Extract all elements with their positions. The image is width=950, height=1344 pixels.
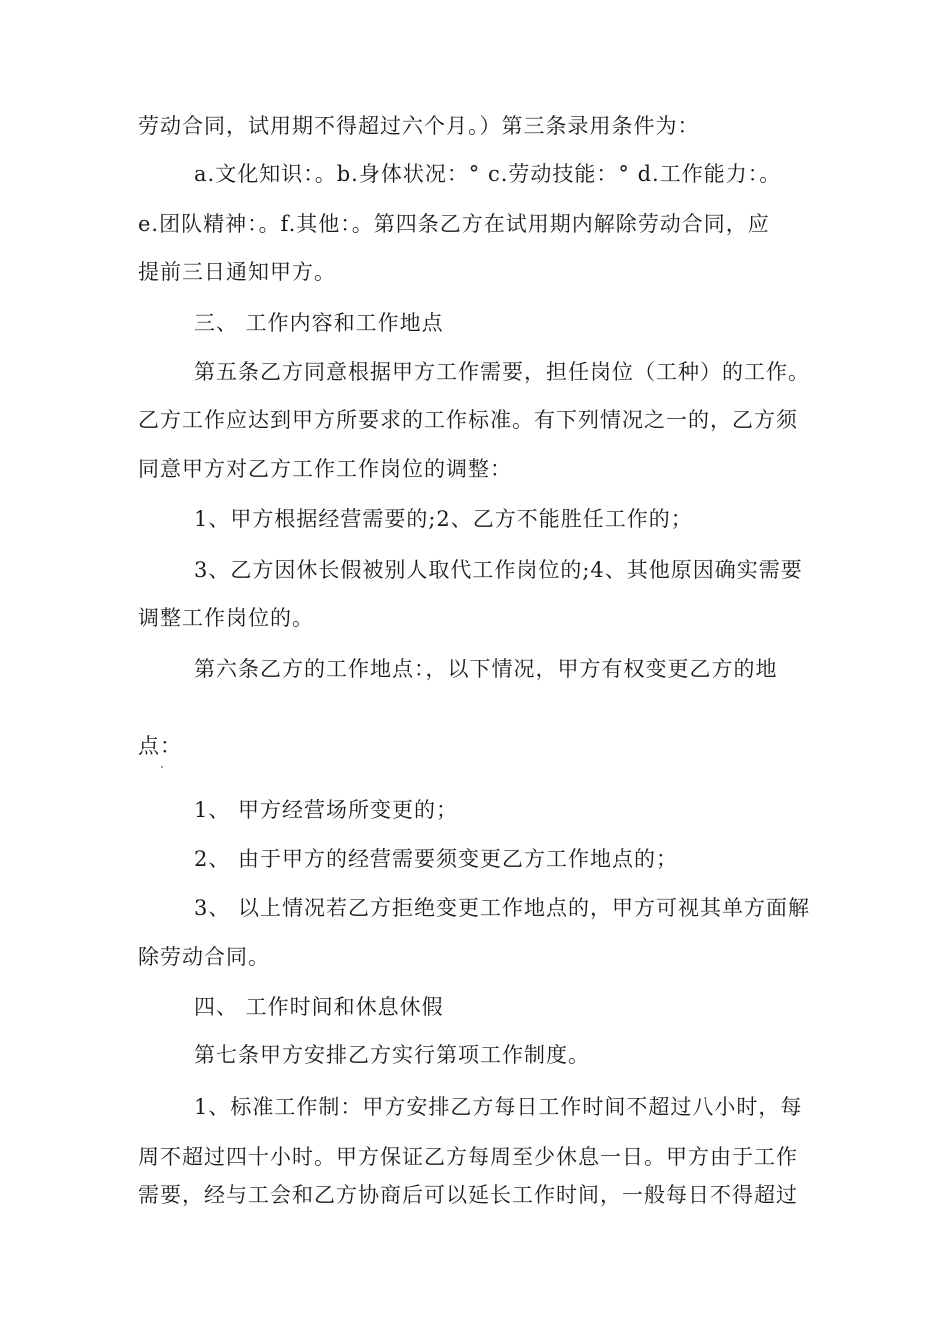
text-line: 调整工作岗位的。 [138, 606, 314, 630]
text-line: 第五条乙方同意根据甲方工作需要，担任岗位（工种）的工作。 [194, 360, 810, 384]
text-line: 点： [138, 734, 182, 758]
text-line: 需要，经与工会和乙方协商后可以延长工作时间，一般每日不得超过 [138, 1183, 798, 1207]
list-item: 1、 甲方经营场所变更的； [194, 798, 459, 822]
text-line: a.文化知识：。b.身体状况：° c.劳动技能：° d.工作能力：。 [194, 162, 782, 186]
section-heading: 三、 工作内容和工作地点 [194, 311, 444, 335]
text-line: e.团队精神：。f.其他：。第四条乙方在试用期内解除劳动合同，应 [138, 212, 770, 236]
text-line: 1、标准工作制：甲方安排乙方每日工作时间不超过八小时，每 [194, 1095, 803, 1119]
text-line: 劳动合同，试用期不得超过六个月。）第三条录用条件为： [138, 114, 700, 138]
text-line: 第七条甲方安排乙方实行第项工作制度。 [194, 1043, 590, 1067]
text-line: 第六条乙方的工作地点：，以下情况，甲方有权变更乙方的地 [194, 657, 778, 681]
text-line: 乙方工作应达到甲方所要求的工作标准。有下列情况之一的，乙方须 [138, 408, 798, 432]
text-line: 除劳动合同。 [138, 945, 270, 969]
text-line: 周不超过四十小时。甲方保证乙方每周至少休息一日。甲方由于工作 [138, 1145, 798, 1169]
list-item: 2、 由于甲方的经营需要须变更乙方工作地点的； [194, 847, 679, 871]
text-line: 同意甲方对乙方工作工作岗位的调整： [138, 457, 512, 481]
text-line: 1、甲方根据经营需要的;2、乙方不能胜任工作的； [194, 507, 693, 531]
text-line: 3、乙方因休长假被别人取代工作岗位的;4、其他原因确实需要 [194, 558, 803, 582]
text-line: 提前三日通知甲方。 [138, 260, 336, 284]
list-item: 3、 以上情况若乙方拒绝变更工作地点的，甲方可视其单方面解 [194, 896, 811, 920]
section-heading: 四、 工作时间和休息休假 [194, 995, 444, 1019]
stray-mark [161, 766, 163, 768]
